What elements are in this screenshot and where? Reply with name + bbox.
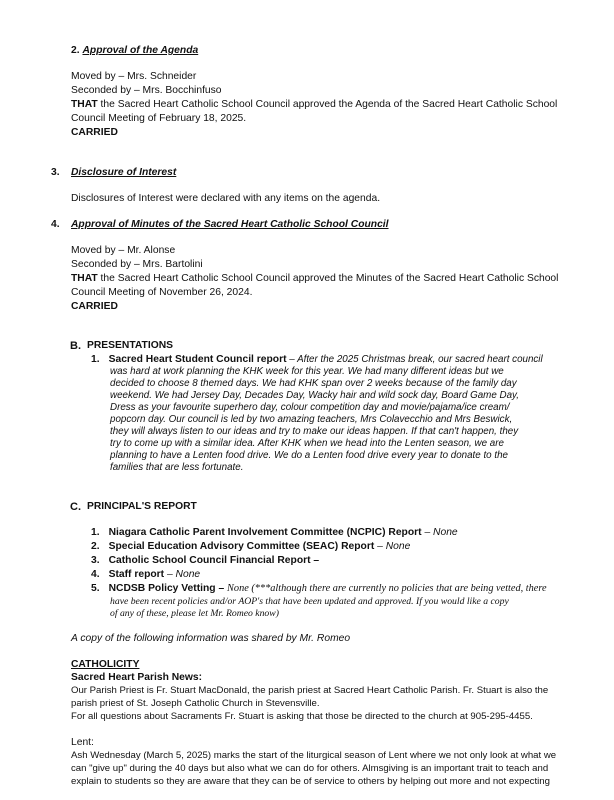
presentation-text-line: was hard at work planning the KHK week for this year. We had many different ideas but we [110, 366, 504, 377]
principal-item-status: – [310, 555, 320, 566]
presentation-text-line: they will always listen to our ideas and try to make our ideas happen. If that can't happen, they [110, 426, 519, 437]
principal-item [91, 555, 319, 567]
policy-vetting-number: 5. [91, 583, 100, 594]
parish-news-line: For all questions about Sacraments Fr. Stuart is asking that those be directed to the church at 905-295-4455. [71, 711, 533, 722]
presentation-item-title: Sacred Heart Student Council report [108, 354, 287, 365]
minutes-motion-text: the Sacred Heart Catholic School Council approved the Minutes of the Sacred Heart Catholic School [97, 273, 559, 284]
principal-item-status: – None [164, 569, 201, 580]
lent-heading: Lent: [71, 737, 94, 748]
principal-item-number: 1. [91, 527, 100, 538]
parish-news-line: parish priest of St. Joseph Catholic Church in Stevensville. [71, 698, 320, 709]
minutes-that: THAT [71, 273, 98, 284]
principal-item [91, 541, 410, 553]
lent-line: Ash Wednesday (March 5, 2025) marks the start of the liturgical season of Lent where we not only look at what we [71, 750, 557, 761]
presentations-letter: B. [70, 340, 81, 352]
principal-heading: PRINCIPAL'S REPORT [87, 501, 197, 512]
policy-vetting-dash: – [215, 583, 228, 594]
principal-item-status: – None [374, 541, 411, 552]
agenda-motion-line-2: Council Meeting of February 18, 2025. [71, 113, 247, 124]
parish-news-heading: Sacred Heart Parish News: [71, 672, 203, 683]
presentation-item-text: – After the 2025 Christmas break, our sacred heart council [286, 354, 543, 365]
policy-vetting-note: None (***although there are currently no policies that are being vetted, there [227, 583, 547, 594]
policy-vetting-title: NCDSB Policy Vetting [108, 583, 216, 594]
principal-item-title: Staff report [108, 569, 165, 580]
agenda-heading-number: 2. [71, 45, 80, 56]
minutes-heading: Approval of Minutes of the Sacred Heart Catholic School Council [71, 219, 389, 230]
presentation-text-line: planning to have a Lenten food drive. We do a Lenten food drive every year to donate to the [110, 450, 508, 461]
agenda-carried: CARRIED [71, 127, 118, 138]
lent-line: explain to students so they are aware that they can be of service to others by helping out more and not expecting [71, 776, 550, 787]
catholicity-heading: CATHOLICITY [71, 659, 140, 670]
principal-item [91, 569, 200, 581]
principal-item-status: – None [421, 527, 458, 538]
policy-vetting-note-line: of any of these, please let Mr. Romeo know) [110, 608, 279, 619]
agenda-heading-title: Approval of the Agenda [82, 45, 199, 56]
presentation-text-line: decided to choose 8 themed days. We had KHK span over 2 weeks because of the family day [110, 378, 517, 389]
agenda-seconded: Seconded by – Mrs. Bocchinfuso [71, 85, 222, 96]
minutes-number: 4. [51, 219, 60, 230]
minutes-moved: Moved by – Mr. Alonse [71, 245, 176, 256]
parish-news-line: Our Parish Priest is Fr. Stuart MacDonald, the parish priest at Sacred Heart Catholic Parish. Fr. Stuart is also the [71, 685, 549, 696]
minutes-motion-line-1 [71, 273, 558, 285]
disclosure-heading: Disclosure of Interest [71, 167, 177, 178]
principal-item-number: 3. [91, 555, 100, 566]
disclosure-text: Disclosures of Interest were declared with any items on the agenda. [71, 193, 381, 204]
minutes-motion-line-2: Council Meeting of November 26, 2024. [71, 287, 253, 298]
minutes-carried: CARRIED [71, 301, 118, 312]
presentations-heading: PRESENTATIONS [87, 340, 174, 351]
agenda-motion-text: the Sacred Heart Catholic School Council approved the Agenda of the Sacred Heart Catholic School [97, 99, 558, 110]
principal-item [91, 527, 458, 539]
presentation-item-number: 1. [91, 354, 100, 365]
presentation-text-line: families that are less fortunate. [110, 462, 244, 473]
minutes-seconded: Seconded by – Mrs. Bartolini [71, 259, 203, 270]
principal-item-title: Special Education Advisory Committee (SEAC) Report [108, 541, 375, 552]
principal-item-title: Niagara Catholic Parent Involvement Committee (NCPIC) Report [108, 527, 422, 538]
principal-item-number: 4. [91, 569, 100, 580]
policy-vetting-item [91, 583, 547, 595]
principal-item-title: Catholic School Council Financial Report [108, 555, 311, 566]
agenda-moved: Moved by – Mrs. Schneider [71, 71, 197, 82]
agenda-that: THAT [71, 99, 98, 110]
presentation-item-line-1 [91, 354, 543, 366]
presentation-text-line: weekend. We had Jersey Day, Decades Day, Wacky hair and wild sock day, Board Game Day, [110, 390, 519, 401]
agenda-motion-line-1 [71, 99, 557, 111]
principal-item-number: 2. [91, 541, 100, 552]
presentation-text-line: popcorn day. Our council is led by two amazing teachers, Mrs Colavecchio and Mrs Beswick, [110, 414, 513, 425]
disclosure-number: 3. [51, 167, 60, 178]
lent-line: can "give up" during the 40 days but also what we can do for others. Almsgiving is an important trait to teach and [71, 763, 549, 774]
agenda-heading [71, 45, 198, 57]
principal-letter: C. [70, 501, 81, 513]
shared-by-note: A copy of the following information was shared by Mr. Romeo [71, 633, 351, 644]
presentation-text-line: Dress as your favourite superhero day, colour competition day and movie/pajama/ice cream/ [110, 402, 510, 413]
presentation-text-line: try to come up with a similar idea. After KHK when we head into the Lenten season, we are [110, 438, 504, 449]
policy-vetting-note-line: have been recent policies and/or AOP's that have been updated and approved. If you would like a copy [110, 596, 509, 607]
